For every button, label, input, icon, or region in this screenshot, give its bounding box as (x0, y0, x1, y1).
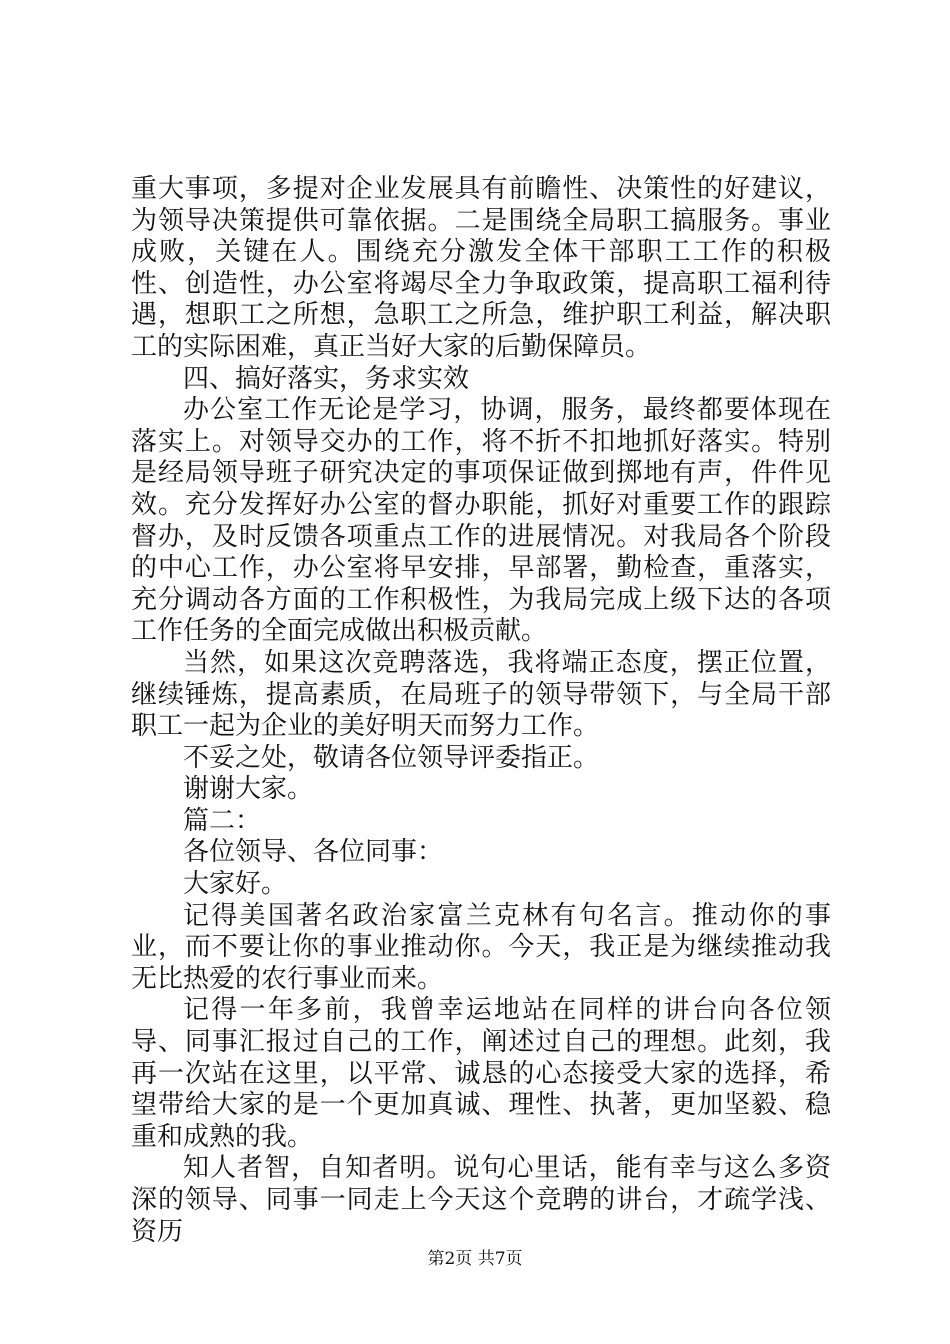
paragraph-one-year-ago: 记得一年多前，我曾幸运地站在同样的讲台向各位领导、同事汇报过自己的工作，阐述过自己的理想。此刻，我再一次站在这里，以平常、诚恳的心态接受大家的选择，希望带给大家的是一个更加真诚、理性、执著，更加坚毅、稳重和成熟的我。 (131, 995, 831, 1152)
salutation: 各位领导、各位同事： (183, 837, 444, 868)
paragraph-know-yourself: 知人者智，自知者明。说句心里话，能有幸与这么多资深的领导、同事一同走上今天这个竞聘的讲台，才疏学浅、资历 (131, 1153, 831, 1247)
paragraph-thanks: 谢谢大家。 (183, 774, 314, 805)
greeting: 大家好。 (183, 869, 288, 900)
section-heading-4: 四、搞好落实，务求实效 (183, 363, 470, 394)
document-body (131, 174, 831, 1248)
paragraph-closing-request: 不妥之处，敬请各位领导评委指正。 (183, 742, 600, 773)
paragraph-if-not-selected: 当然，如果这次竞聘落选，我将端正态度，摆正位置，继续锤炼，提高素质，在局班子的领导带领下，与全局干部职工一起为企业的美好明天而努力工作。 (131, 647, 831, 742)
paragraph-franklin-quote: 记得美国著名政治家富兰克林有句名言。推动你的事业，而不要让你的事业推动你。今天，我正是为继续推动我无比热爱的农行事业而来。 (131, 900, 831, 994)
page-number-footer: 第2页 共7页 (427, 1249, 523, 1269)
paragraph-continuation: 重大事项，多提对企业发展具有前瞻性、决策性的好建议，为领导决策提供可靠依据。二是围绕全局职工搞服务。事业成败，关键在人。围绕充分激发全体干部职工工作的积极性、创造性，办公室将竭尽全力争取政策，提高职工福利待遇，想职工之所想，急职工之所急，维护职工利益，解决职工的实际困难，真正当好大家的后勤保障员。 (131, 174, 831, 362)
paragraph-implementation: 办公室工作无论是学习，协调，服务，最终都要体现在落实上。对领导交办的工作，将不折不扣地抓好落实。特别是经局领导班子研究决定的事项保证做到掷地有声，件件见效。充分发挥好办公室的督办职能，抓好对重要工作的跟踪督办，及时反馈各项重点工作的进展情况。对我局各个阶段的中心工作，办公室将早安排，早部署，勤检查，重落实，充分调动各方面的工作积极性，为我局完成上级下达的各项工作任务的全面完成做出积极贡献。 (131, 395, 831, 647)
section-label-part-2: 篇二： (183, 805, 262, 836)
